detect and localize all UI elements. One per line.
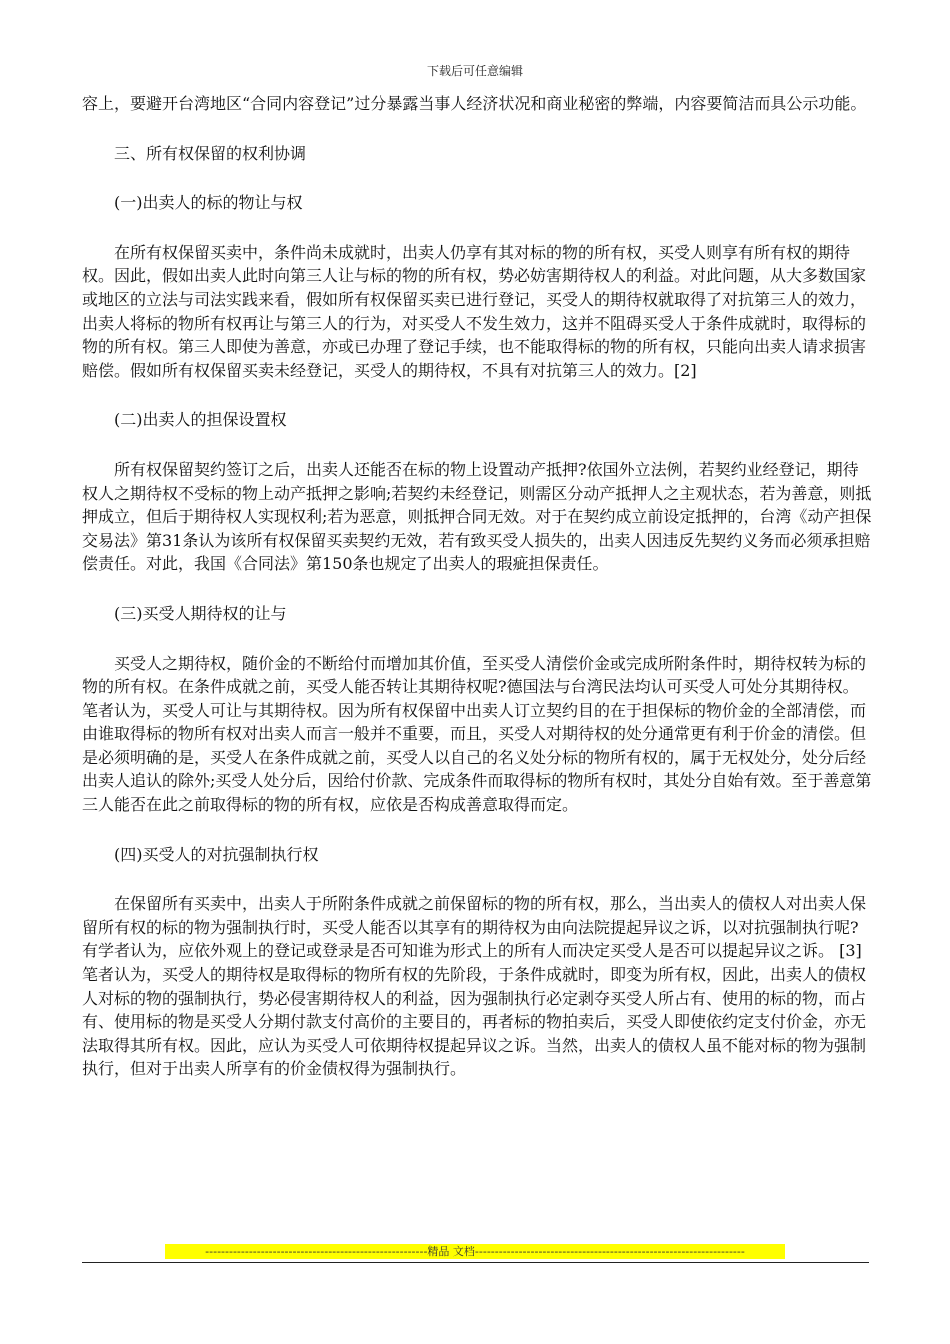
paragraph-expectancy-transfer: 买受人之期待权，随价金的不断给付而增加其价值，至买受人清偿价金或完成所附条件时，期待权转为标的物的所有权。在条件成就之前，买受人能否转让其期待权呢?德国法与台湾民法均认可买受人可处分其期待权。笔者认为，买受人可让与其期待权。因为所有权保留中出卖人订立契约目的在于担保标的物价金的全部清偿，而由谁取得标的物所有权对出卖人而言一般并不重要，而且，买受人对期待权的处分通常更有利于价金的清偿。但是必须明确的是，买受人在条件成就之前，买受人以自己的名义处分标的物所有权的，属于无权处分，处分后经出卖人追认的除外;买受人处分后，因给付价款、完成条件而取得标的物所有权时，其处分自始有效。至于善意第三人能否在此之前取得标的物的所有权，应依是否构成善意取得而定。 — [82, 653, 872, 815]
subsection-heading-4: (四)买受人的对抗强制执行权 — [114, 844, 319, 864]
paragraph-continuation: 容上，要避开台湾地区“合同内容登记”过分暴露当事人经济状况和商业秘密的弊端，内容要简洁而具公示功能。 — [82, 94, 867, 113]
section-heading-3: 三、所有权保留的权利协调 — [114, 143, 307, 163]
subsection-heading-1: (一)出卖人的标的物让与权 — [114, 193, 303, 213]
subsection-heading-3: (三)买受人期待权的让与 — [114, 603, 287, 623]
paragraph-transfer-right: 在所有权保留买卖中，条件尚未成就时，出卖人仍享有其对标的物的所有权，买受人则享有所有权的期待权。因此，假如出卖人此时向第三人让与标的物的所有权，势必妨害期待权人的利益。对此问题，从大多数国家或地区的立法与司法实践来看，假如所有权保留买卖已进行登记，买受人的期待权就取得了对抗第三人的效力，出卖人将标的物所有权再让与第三人的行为，对买受人不发生效力，这并不阻碍买受人于条件成就时，取得标的物的所有权。第三人即使为善意，亦或已办理了登记手续，也不能取得标的物的所有权，只能向出卖人请求损害赔偿。假如所有权保留买卖未经登记，买受人的期待权，不具有对抗第三人的效力。[2] — [82, 242, 867, 380]
paragraph-enforcement: 在保留所有买卖中，出卖人于所附条件成就之前保留标的物的所有权，那么，当出卖人的债权人对出卖人保留所有权的标的物为强制执行时，买受人能否以其享有的期待权为由向法院提起异议之诉，以对抗强制执行呢?有学者认为，应依外观上的登记或登录是否可知谁为形式上的所有人而决定买受人是否可以提起异议之诉。 [3]笔者认为，买受人的期待权是取得标的物所有权的先阶段，于条件成就时，即变为所有权，因此，出卖人的债权人对标的物的强制执行，势必侵害期待权人的利益，因为强制执行必定剥夺买受人所占有、使用的标的物，而占有、使用标的物是买受人分期付款支付高价的主要目的，再者标的物拍卖后，买受人即使依约定支付价金，亦无法取得其所有权。因此，应认为买受人可依期待权提起异议之诉。当然，出卖人的债权人虽不能对标的物为强制执行，但对于出卖人所享有的价金债权得为强制执行。 — [82, 894, 867, 1079]
footer-banner: --------------------------------------------------------精品 文档-------------------------------------------------------------------- — [165, 1244, 785, 1259]
document-body — [82, 92, 872, 1081]
footer-divider — [82, 1262, 869, 1263]
subsection-heading-2: (二)出卖人的担保设置权 — [114, 410, 287, 430]
paragraph-security-right: 所有权保留契约签订之后，出卖人还能否在标的物上设置动产抵押?依国外立法例，若契约业经登记，期待权人之期待权不受标的物上动产抵押之影响;若契约未经登记，则需区分动产抵押人之主观状态，若为善意，则抵押成立，但后于期待权人实现权利;若为恶意，则抵押合同无效。对于在契约成立前设定抵押的，台湾《动产担保交易法》第31条认为该所有权保留买卖契约无效，若有致买受人损失的，出卖人因违反先契约义务而必须承担赔偿责任。对此，我国《合同法》第150条也规定了出卖人的瑕疵担保责任。 — [82, 459, 872, 574]
page-header: 下载后可任意编辑 — [426, 64, 523, 78]
